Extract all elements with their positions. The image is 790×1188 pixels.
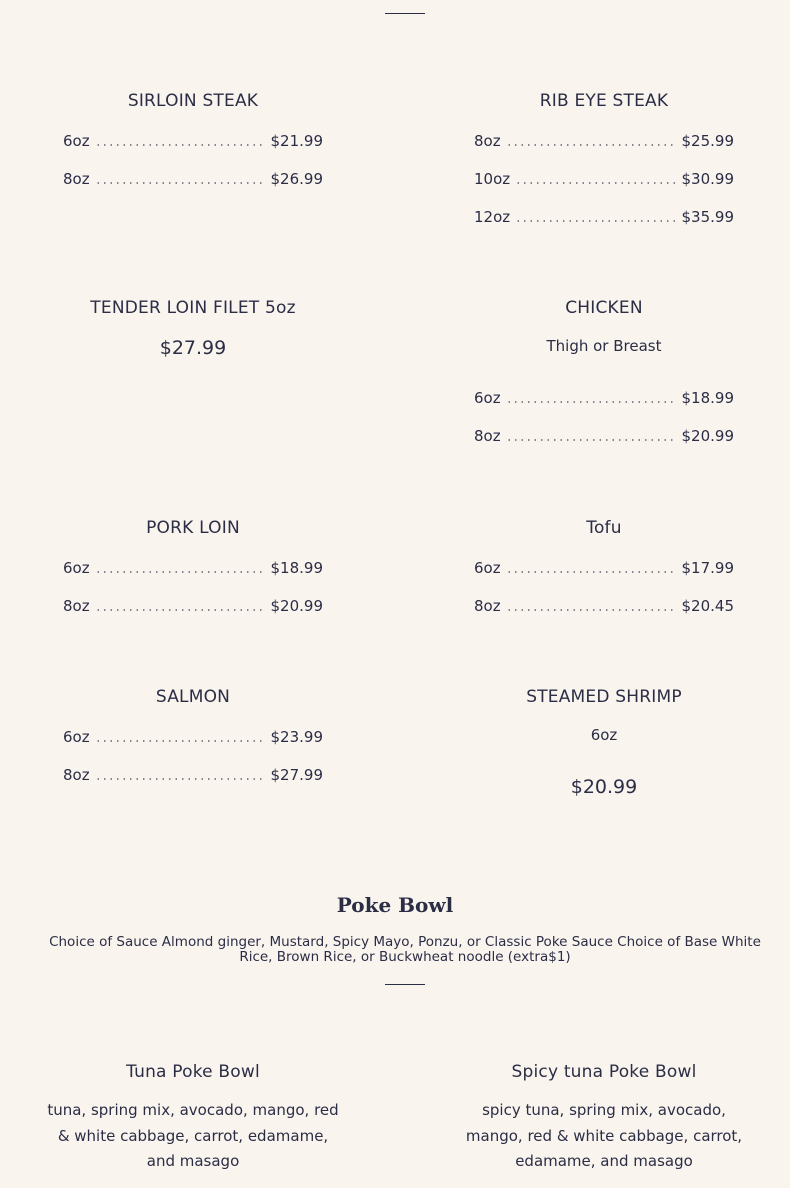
item-title: SALMON — [155, 687, 231, 707]
price-row — [474, 150, 734, 188]
size-label: 12oz — [474, 208, 511, 226]
dot-leader — [506, 438, 677, 442]
price-row — [63, 577, 323, 615]
menu-item-tenderloin-filet — [43, 298, 343, 359]
price-row — [474, 577, 734, 615]
price-row — [474, 407, 734, 445]
dot-leader — [515, 181, 676, 185]
price-row — [63, 746, 323, 784]
price-row — [474, 555, 734, 577]
item-title: Spicy tuna Poke Bowl — [511, 1062, 697, 1082]
price-label: $18.99 — [270, 559, 323, 577]
price-label: $20.99 — [270, 597, 323, 615]
price-label: $23.99 — [270, 728, 323, 746]
item-title: Tuna Poke Bowl — [126, 1062, 260, 1082]
size-label: 8oz — [63, 597, 90, 615]
menu-item-tofu — [454, 518, 754, 615]
menu-item-tuna-poke-bowl — [43, 1062, 343, 1175]
price-label: $25.99 — [681, 132, 734, 150]
item-title: CHICKEN — [565, 298, 643, 318]
item-title: SIRLOIN STEAK — [127, 91, 259, 111]
price-row — [474, 128, 734, 150]
item-description: spicy tuna, spring mix, avocado, mango, red & white cabbage, carrot, edamame, and masago — [465, 1101, 743, 1170]
dot-leader — [506, 570, 677, 574]
size-label: 6oz — [63, 559, 90, 577]
menu-item-chicken — [454, 298, 754, 445]
item-title: RIB EYE STEAK — [539, 91, 669, 111]
item-title: STEAMED SHRIMP — [526, 687, 682, 707]
menu-item-sirloin-steak — [43, 91, 343, 188]
section-description: Choice of Sauce Almond ginger, Mustard, Spicy Mayo, Ponzu, or Classic Poke Sauce Choice of Base White Rice, Brown Rice, or Buckwheat noodle (extra$1) — [49, 934, 761, 965]
divider — [385, 984, 425, 985]
price-label: $35.99 — [681, 208, 734, 226]
item-subtitle: Thigh or Breast — [546, 337, 662, 355]
item-subtitle: 6oz — [590, 726, 618, 744]
size-label: 8oz — [474, 597, 501, 615]
size-label: 6oz — [63, 728, 90, 746]
dot-leader — [95, 777, 266, 781]
price-label: $20.99 — [570, 776, 638, 798]
size-label: 8oz — [474, 132, 501, 150]
price-label: $26.99 — [270, 170, 323, 188]
price-label: $20.45 — [681, 597, 734, 615]
size-label: 6oz — [474, 559, 501, 577]
divider-top — [385, 13, 425, 14]
size-label: 6oz — [63, 132, 90, 150]
item-title: Tofu — [586, 518, 622, 538]
item-description: tuna, spring mix, avocado, mango, red & white cabbage, carrot, edamame, and masago — [47, 1101, 339, 1170]
dot-leader — [506, 143, 677, 147]
menu-item-rib-eye-steak — [454, 91, 754, 226]
price-label: $18.99 — [681, 389, 734, 407]
price-label: $27.99 — [270, 766, 323, 784]
price-label: $20.99 — [681, 427, 734, 445]
dot-leader — [95, 570, 266, 574]
price-row — [63, 724, 323, 746]
price-label: $30.99 — [681, 170, 734, 188]
size-label: 6oz — [474, 389, 501, 407]
price-row — [63, 555, 323, 577]
dot-leader — [95, 608, 266, 612]
section-title-poke-bowl: Poke Bowl — [336, 893, 454, 917]
price-label: $27.99 — [159, 337, 227, 359]
price-row — [474, 385, 734, 407]
menu-item-steamed-shrimp — [454, 687, 754, 798]
dot-leader — [506, 400, 677, 404]
size-label: 8oz — [63, 170, 90, 188]
dot-leader — [95, 143, 266, 147]
dot-leader — [515, 219, 676, 223]
menu-item-pork-loin — [43, 518, 343, 615]
dot-leader — [506, 608, 677, 612]
size-label: 10oz — [474, 170, 511, 188]
dot-leader — [95, 181, 266, 185]
size-label: 8oz — [474, 427, 501, 445]
price-label: $17.99 — [681, 559, 734, 577]
menu-item-salmon — [43, 687, 343, 784]
dot-leader — [95, 739, 266, 743]
item-title: PORK LOIN — [146, 518, 240, 538]
price-label: $21.99 — [270, 132, 323, 150]
item-title: TENDER LOIN FILET 5oz — [90, 298, 296, 318]
size-label: 8oz — [63, 766, 90, 784]
price-row — [474, 188, 734, 226]
price-row — [63, 150, 323, 188]
price-row — [63, 128, 323, 150]
menu-item-spicy-tuna-poke-bowl — [454, 1062, 754, 1175]
